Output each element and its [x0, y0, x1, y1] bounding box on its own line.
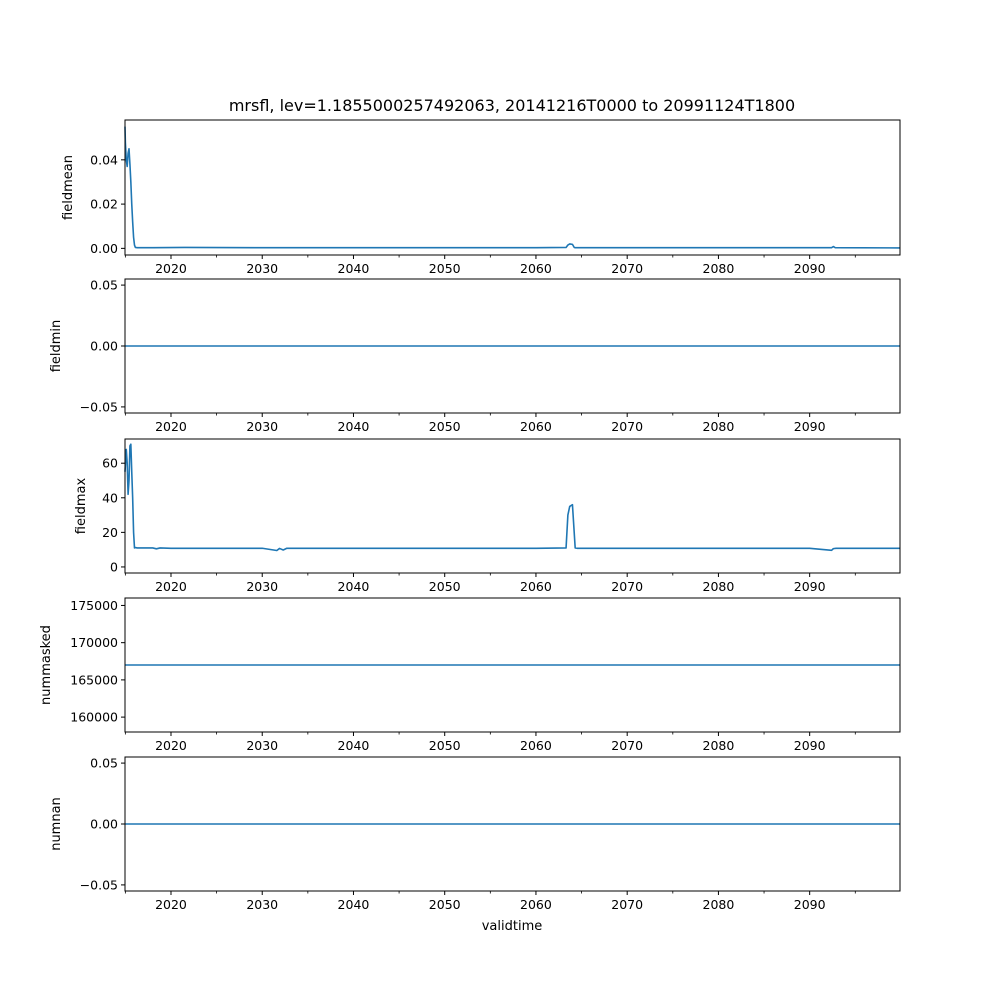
- fieldmax-xtick-label: 2040: [337, 579, 370, 594]
- nummasked-ytick-label: 160000: [70, 709, 118, 725]
- fieldmin-xtick-label: 2050: [428, 419, 461, 434]
- numnan-xtick-label: 2040: [337, 897, 370, 912]
- fieldmax-ytick-label: 0: [110, 559, 118, 575]
- fieldmax-xtick-label: 2030: [246, 579, 279, 594]
- fieldmin-ytick-label: 0.05: [90, 277, 118, 293]
- fieldmin-xtick-label: 2020: [155, 419, 187, 434]
- numnan-ytick-label: −0.05: [79, 877, 118, 893]
- fieldmean-xtick-label: 2080: [702, 261, 735, 276]
- numnan-xtick-label: 2060: [520, 897, 552, 912]
- fieldmean-ytick-label: 0.00: [90, 240, 118, 256]
- fieldmean-xtick-label: 2030: [246, 261, 279, 276]
- fieldmax-xtick-label: 2090: [793, 579, 826, 594]
- numnan-xtick-label: 2050: [428, 897, 461, 912]
- fieldmin-xtick-label: 2030: [246, 419, 279, 434]
- fieldmin-xtick-label: 2060: [520, 419, 552, 434]
- nummasked-xtick-label: 2080: [702, 738, 735, 753]
- nummasked-xtick-label: 2090: [793, 738, 826, 753]
- fieldmax-xtick-label: 2080: [702, 579, 735, 594]
- fieldmean-xtick-label: 2090: [793, 261, 826, 276]
- nummasked-y-axis-label: nummasked: [39, 625, 54, 705]
- fieldmax-xtick-label: 2070: [611, 579, 644, 594]
- fieldmean-ytick-label: 0.02: [90, 196, 118, 212]
- figure-title: mrsfl, lev=1.1855000257492063, 20141216T0000 to 20991124T1800: [228, 96, 796, 115]
- fieldmin-xtick-label: 2090: [793, 419, 826, 434]
- x-axis-label: validtime: [481, 919, 543, 934]
- numnan-ytick-label: 0.05: [90, 755, 118, 771]
- nummasked-ytick-label: 175000: [70, 597, 118, 613]
- numnan-xtick-label: 2070: [611, 897, 644, 912]
- numnan-xtick-label: 2030: [246, 897, 279, 912]
- fieldmax-ytick-label: 40: [102, 490, 118, 506]
- fieldmin-xtick-label: 2070: [611, 419, 644, 434]
- fieldmax-ytick-label: 60: [102, 455, 118, 471]
- fieldmean-xtick-label: 2070: [611, 261, 644, 276]
- nummasked-xtick-label: 2030: [246, 738, 279, 753]
- fieldmax-y-axis-label: fieldmax: [74, 477, 89, 535]
- numnan-xtick-label: 2090: [793, 897, 826, 912]
- fieldmean-xtick-label: 2060: [520, 261, 552, 276]
- fieldmean-xtick-label: 2020: [155, 261, 187, 276]
- fieldmean-ytick-label: 0.04: [90, 152, 118, 168]
- fieldmin-xtick-label: 2040: [337, 419, 370, 434]
- fieldmean-xtick-label: 2040: [337, 261, 370, 276]
- fieldmin-ytick-label: 0.00: [90, 338, 118, 354]
- numnan-ytick-label: 0.00: [90, 816, 118, 832]
- fieldmax-xtick-label: 2050: [428, 579, 461, 594]
- fieldmin-ytick-label: −0.05: [79, 399, 118, 415]
- fieldmin-y-axis-label: fieldmin: [49, 319, 64, 373]
- fieldmax-xtick-label: 2020: [155, 579, 187, 594]
- nummasked-xtick-label: 2020: [155, 738, 187, 753]
- fieldmin-xtick-label: 2080: [702, 419, 735, 434]
- numnan-y-axis-label: numnan: [49, 797, 64, 851]
- nummasked-xtick-label: 2070: [611, 738, 644, 753]
- numnan-xtick-label: 2020: [155, 897, 187, 912]
- nummasked-xtick-label: 2060: [520, 738, 552, 753]
- nummasked-ytick-label: 170000: [70, 635, 118, 651]
- fieldmean-xtick-label: 2050: [428, 261, 461, 276]
- nummasked-xtick-label: 2050: [428, 738, 461, 753]
- fieldmean-y-axis-label: fieldmean: [61, 155, 76, 220]
- fieldmax-xtick-label: 2060: [520, 579, 552, 594]
- nummasked-ytick-label: 165000: [70, 672, 118, 688]
- fieldmax-ytick-label: 20: [102, 524, 118, 540]
- nummasked-xtick-label: 2040: [337, 738, 370, 753]
- numnan-xtick-label: 2080: [702, 897, 735, 912]
